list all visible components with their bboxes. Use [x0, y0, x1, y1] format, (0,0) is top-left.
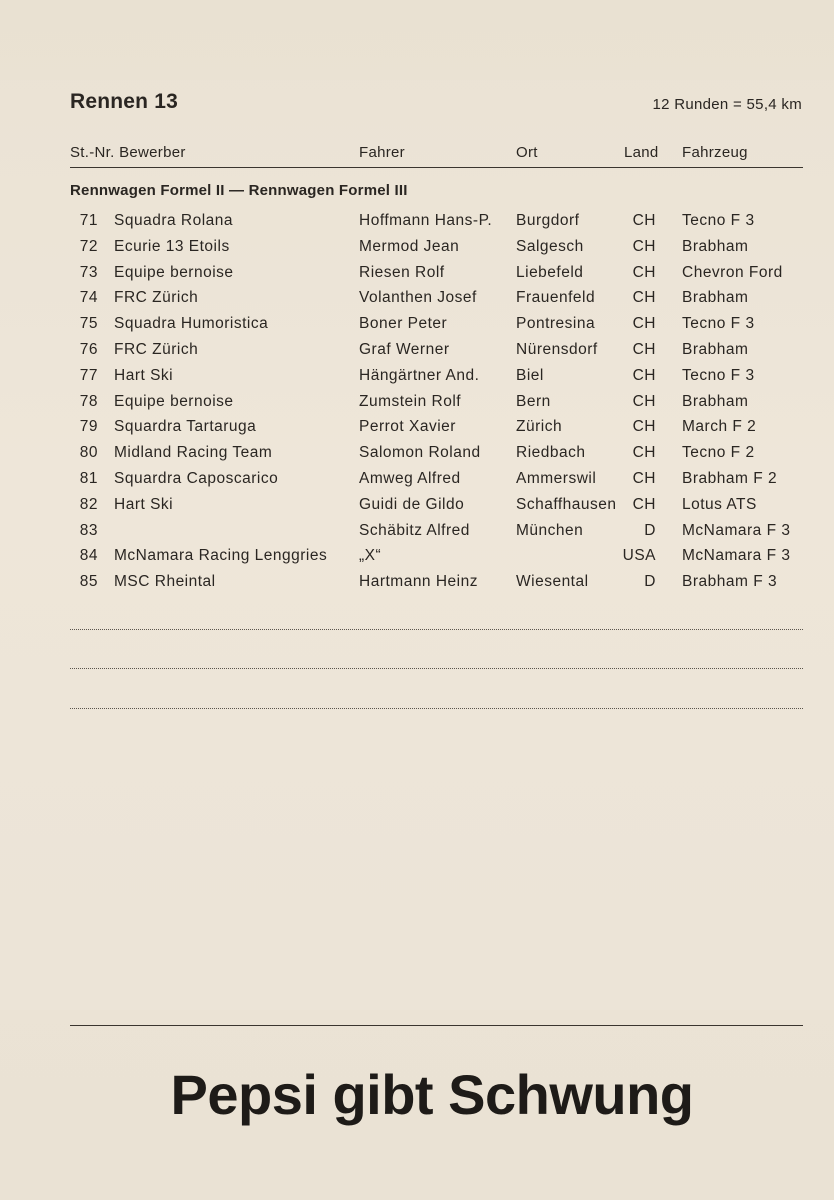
- country: CH: [632, 263, 656, 281]
- town: Riedbach: [516, 444, 586, 462]
- entrant: Equipe bernoise: [114, 263, 234, 281]
- start-number: 81: [79, 469, 98, 487]
- country: CH: [632, 289, 656, 307]
- country: CH: [632, 366, 656, 384]
- race-title: Rennen 13: [70, 90, 178, 113]
- start-number: 82: [79, 495, 98, 513]
- driver: Boner Peter: [359, 315, 448, 333]
- start-number: 76: [79, 340, 98, 358]
- country: D: [644, 573, 656, 591]
- table-row: [0, 339, 834, 365]
- town: Burgdorf: [516, 212, 580, 229]
- blank-entry-line: [70, 708, 803, 709]
- country: CH: [632, 495, 656, 513]
- entrant: Ecurie 13 Etoils: [114, 237, 230, 255]
- country: USA: [622, 547, 656, 565]
- driver: Guidi de Gildo: [359, 495, 465, 513]
- driver: Graf Werner: [359, 340, 450, 358]
- entrant: Squadra Humoristica: [114, 315, 269, 333]
- entrant: McNamara Racing Lenggries: [114, 547, 328, 565]
- entrant: Hart Ski: [114, 366, 174, 384]
- country: CH: [632, 469, 656, 487]
- start-number: 84: [79, 547, 98, 565]
- start-number: 80: [79, 444, 98, 462]
- town: Schaffhausen: [516, 495, 617, 513]
- entrant: Squadra Rolana: [114, 212, 234, 229]
- table-row: [0, 571, 834, 597]
- country: D: [644, 521, 656, 539]
- entrant: Squardra Caposcarico: [114, 469, 279, 487]
- car: Brabham: [682, 237, 749, 255]
- car: Tecno F 2: [682, 444, 755, 462]
- entrant: Equipe bernoise: [114, 392, 234, 410]
- country: CH: [632, 237, 656, 255]
- table-row: [0, 313, 834, 339]
- country: CH: [632, 212, 656, 229]
- town: Wiesental: [516, 573, 589, 591]
- entrant: Squardra Tartaruga: [114, 418, 257, 436]
- town: Biel: [516, 366, 544, 384]
- car: Brabham: [682, 392, 749, 410]
- start-number: 73: [79, 263, 98, 281]
- car: Tecno F 3: [682, 212, 755, 229]
- start-number: 78: [79, 392, 98, 410]
- driver: Schäbitz Alfred: [359, 521, 470, 539]
- start-number: 77: [79, 366, 98, 384]
- driver: Mermod Jean: [359, 237, 460, 255]
- column-header-ort: Ort: [516, 144, 538, 161]
- driver: „X“: [359, 547, 382, 565]
- blank-entry-line: [70, 668, 803, 669]
- car: Chevron Ford: [682, 263, 783, 281]
- column-header-nr-bewerber: St.-Nr. Bewerber: [70, 144, 186, 161]
- country: CH: [632, 444, 656, 462]
- car: Tecno F 3: [682, 315, 755, 333]
- table-row: [0, 262, 834, 288]
- car: March F 2: [682, 418, 757, 436]
- driver: Volanthen Josef: [359, 289, 477, 307]
- car: McNamara F 3: [682, 547, 791, 565]
- car: Tecno F 3: [682, 366, 755, 384]
- column-header-fahrzeug: Fahrzeug: [682, 144, 748, 161]
- table-row: [0, 468, 834, 494]
- column-header-land: Land: [624, 144, 659, 161]
- advertisement-slogan: Pepsi gibt Schwung: [170, 1063, 694, 1126]
- start-number: 75: [79, 315, 98, 333]
- entrant: FRC Zürich: [114, 340, 199, 358]
- start-number: 79: [79, 418, 98, 436]
- country: CH: [632, 392, 656, 410]
- entrant: FRC Zürich: [114, 289, 199, 307]
- blank-entry-line: [70, 629, 803, 630]
- town: Ammerswil: [516, 469, 597, 487]
- driver: Amweg Alfred: [359, 469, 461, 487]
- driver: Riesen Rolf: [359, 263, 445, 281]
- table-row: [0, 520, 834, 546]
- start-number: 71: [79, 212, 98, 229]
- car: Brabham F 3: [682, 573, 778, 591]
- entrant: Midland Racing Team: [114, 444, 273, 462]
- category-heading: Rennwagen Formel II — Rennwagen Formel III: [70, 182, 408, 199]
- column-header-fahrer: Fahrer: [359, 144, 405, 161]
- car: Brabham: [682, 340, 749, 358]
- entrant: MSC Rheintal: [114, 573, 216, 591]
- start-number: 72: [79, 237, 98, 255]
- country: CH: [632, 340, 656, 358]
- table-row: [0, 442, 834, 468]
- table-row: [0, 287, 834, 313]
- town: Salgesch: [516, 237, 584, 255]
- town: Pontresina: [516, 315, 596, 333]
- table-row: [0, 416, 834, 442]
- driver: Hoffmann Hans-P.: [359, 212, 493, 229]
- town: Liebefeld: [516, 263, 584, 281]
- entrant: Hart Ski: [114, 495, 174, 513]
- race-distance: 12 Runden = 55,4 km: [652, 96, 802, 113]
- car: Brabham: [682, 289, 749, 307]
- town: München: [516, 521, 584, 539]
- table-row: [0, 494, 834, 520]
- car: Lotus ATS: [682, 495, 757, 513]
- start-number: 74: [79, 289, 98, 307]
- country: CH: [632, 315, 656, 333]
- start-number: 85: [79, 573, 98, 591]
- driver: Perrot Xavier: [359, 418, 456, 436]
- town: Bern: [516, 392, 551, 410]
- table-row: [0, 210, 834, 236]
- driver: Hängärtner And.: [359, 366, 480, 384]
- driver: Hartmann Heinz: [359, 573, 478, 591]
- car: Brabham F 2: [682, 469, 778, 487]
- driver: Salomon Roland: [359, 444, 481, 462]
- country: CH: [632, 418, 656, 436]
- entry-list: [0, 210, 834, 597]
- table-row: [0, 236, 834, 262]
- footer-rule: [70, 1025, 803, 1026]
- car: McNamara F 3: [682, 521, 791, 539]
- table-row: [0, 545, 834, 571]
- start-number: 83: [79, 521, 98, 539]
- town: Zürich: [516, 418, 563, 436]
- header-rule: [70, 167, 803, 168]
- driver: Zumstein Rolf: [359, 392, 462, 410]
- table-row: [0, 391, 834, 417]
- town: Nürensdorf: [516, 340, 598, 358]
- table-row: [0, 365, 834, 391]
- town: Frauenfeld: [516, 289, 596, 307]
